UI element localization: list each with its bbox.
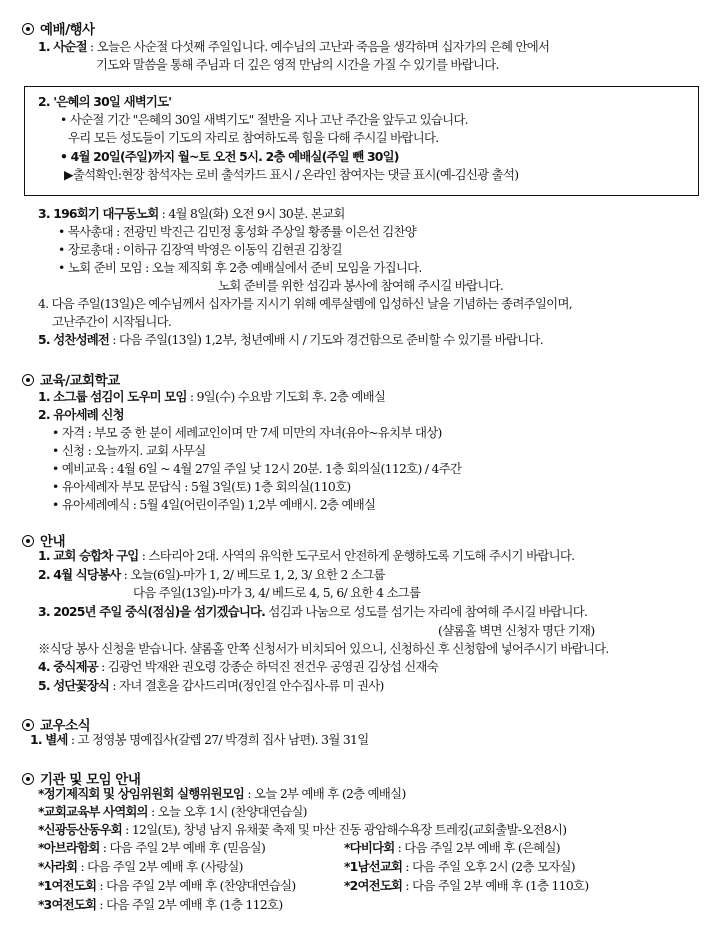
bullet-circle-icon (22, 773, 34, 785)
item-palm-sunday-cont: 고난주간이 시작됩니다. (52, 314, 172, 329)
meeting-item: *3여전도회 : 다음 주일 2부 예배 후 (1층 112호) (38, 897, 283, 912)
list-item: • 신청 : 오늘까지. 교회 사무실 (52, 443, 206, 458)
list-item: • 유아세례예식 : 5월 4일(어린이주일) 1,2부 예배시. 2층 예배실 (52, 497, 376, 512)
list-item: • 장로총대 : 이하규 김장역 박영은 이동익 김현권 김창길 (58, 242, 342, 257)
meeting-item: *1남선교회 : 다음 주일 오후 2시 (2층 모자실) (344, 859, 575, 874)
box-line: • 사순절 기간 "은혜의 30일 새벽기도" 절반을 지나 고난 주간을 앞두고 있습니다. (60, 112, 468, 127)
box-line: ▶출석확인:현장 참석자는 로비 출석카드 표시 / 온라인 참여자는 댓글 표시(예-김신광 출석) (64, 167, 519, 182)
bullet-circle-icon (22, 719, 34, 731)
list-item: • 유아세례자 부모 문답식 : 5월 3일(토) 1층 회의실(110호) (52, 479, 351, 494)
meeting-item: *1여전도회 : 다음 주일 2부 예배 후 (찬양대연습실) (38, 878, 296, 893)
meeting-item: *아브라함회 : 다음 주일 2부 예배 후 (믿음실) (38, 840, 266, 855)
box-line-bold: • 4월 20일(주일)까지 월~토 오전 5시. 2층 예배실(주일 뺀 30일) (60, 149, 399, 164)
list-item: • 목사총대 : 전광민 박진근 김민정 홍성화 주상일 황종률 이은선 김찬양 (58, 224, 417, 239)
item-presbytery: 3. 196회기 대구동노회 : 4월 8일(화) 오전 9시 30분. 본교회 (38, 206, 345, 221)
item-kitchen-service: 2. 4월 식당봉사 : 오늘(6일)-마가 1, 2/ 베드로 1, 2, 3/ 요한 2 소그룹 (38, 567, 385, 582)
item-communion: 5. 성찬성례전 : 다음 주일(13일) 1,2부, 청년예배 시 / 기도와 경건함으로 준비할 수 있기를 바랍니다. (38, 332, 543, 347)
box-title: 2. '은혜의 30일 새벽기도' (38, 94, 172, 109)
meeting-item: *정기제직회 및 상임위원회 실행위원모임 : 오늘 2부 예배 후 (2층 예배실) (38, 786, 406, 801)
bullet-circle-icon (22, 374, 34, 386)
item-lunch-note: ※식당 봉사 신청을 받습니다. 샬롬홀 안쪽 신청서가 비치되어 있으니, 신청하신 후 신청함에 넣어주시기 바랍니다. (38, 641, 609, 656)
section-title-groups: 기관 및 모임 안내 (22, 768, 140, 788)
item-lent: 1. 사순절 : 오늘은 사순절 다섯째 주일입니다. 예수님의 고난과 죽음을 생각하며 십자가의 은혜 안에서 (38, 39, 550, 54)
bullet-circle-icon (22, 535, 34, 547)
item-palm-sunday: 4. 다음 주일(13일)은 예수님께서 십자가를 지시기 위해 예루살렘에 입성하신 날을 기념하는 종려주일이며, (38, 296, 572, 311)
item-lunch-cont: (샬롬홀 벽면 신청자 명단 기재) (438, 623, 595, 638)
section-title-notice: 안내 (22, 530, 65, 550)
section-title-members: 교우소식 (22, 714, 90, 734)
section-title-worship: 예배/행사 (22, 18, 95, 38)
item-lunch: 3. 2025년 주일 중식(점심)을 섬기겠습니다. 섬김과 나눔으로 성도를 섬기는 자리에 참여해 주시길 바랍니다. (38, 604, 588, 619)
section-title-education: 교육/교회학교 (22, 369, 120, 389)
meeting-item: *다비다회 : 다음 주일 2부 예배 후 (은혜실) (344, 840, 560, 855)
meeting-item: *교회교육부 사역회의 : 오늘 오후 1시 (찬양대연습실) (38, 804, 307, 819)
meeting-item: *2여전도회 : 다음 주일 2부 예배 후 (1층 110호) (344, 878, 589, 893)
item-van: 1. 교회 승합차 구입 : 스타리아 2대. 사역의 유익한 도구로서 안전하게 운행하도록 기도해 주시기 바랍니다. (38, 548, 575, 563)
item-obituary: 1. 별세 : 고 정영봉 명예집사(갈렙 27/ 박경희 집사 남편). 3월 31일 (30, 732, 369, 747)
meeting-item: *사라회 : 다음 주일 2부 예배 후 (사랑실) (38, 859, 243, 874)
box-line: 우리 모든 성도들이 기도의 자리로 참여하도록 힘을 다해 주시길 바랍니다. (68, 130, 439, 145)
list-item: • 예비교육 : 4월 6일 ~ 4월 27일 주일 낮 12시 20분. 1층 회의실(112호) / 4주간 (52, 461, 462, 476)
list-item-cont: 노회 준비를 위한 섬김과 봉사에 참여해 주시길 바랍니다. (218, 278, 504, 293)
meeting-item: *신광등산동우회 : 12일(토), 창녕 남지 유채꽃 축제 및 마산 진동 광암해수욕장 트레킹(교회출발-오전8시) (38, 822, 567, 837)
item-flowers: 5. 성단꽃장식 : 자녀 결혼을 감사드리며(정인걸 안수집사-류 미 권사) (38, 678, 384, 693)
item-infant-baptism: 2. 유아세례 신청 (38, 407, 124, 422)
list-item: • 노회 준비 모임 : 오늘 제직회 후 2층 예배실에서 준비 모임을 가집니다. (58, 260, 422, 275)
item-lunch-provider: 4. 중식제공 : 김광언 박재완 권오령 강종순 하덕진 전건우 공영권 김상섭 신재숙 (38, 659, 439, 674)
item-kitchen-service-cont: 다음 주일(13일)-마가 3, 4/ 베드로 4, 5, 6/ 요한 4 소그룹 (133, 585, 421, 600)
item-lent-cont: 기도와 말씀을 통해 주님과 더 깊은 영적 만남의 시간을 가질 수 있기를 바랍니다. (96, 57, 499, 72)
bullet-circle-icon (22, 23, 34, 35)
list-item: • 자격 : 부모 중 한 분이 세례교인이며 만 7세 미만의 자녀(유아~유치부 대상) (52, 425, 442, 440)
item-small-group: 1. 소그룹 섬김이 도우미 모임 : 9일(수) 수요밤 기도회 후. 2층 예배실 (38, 389, 386, 404)
